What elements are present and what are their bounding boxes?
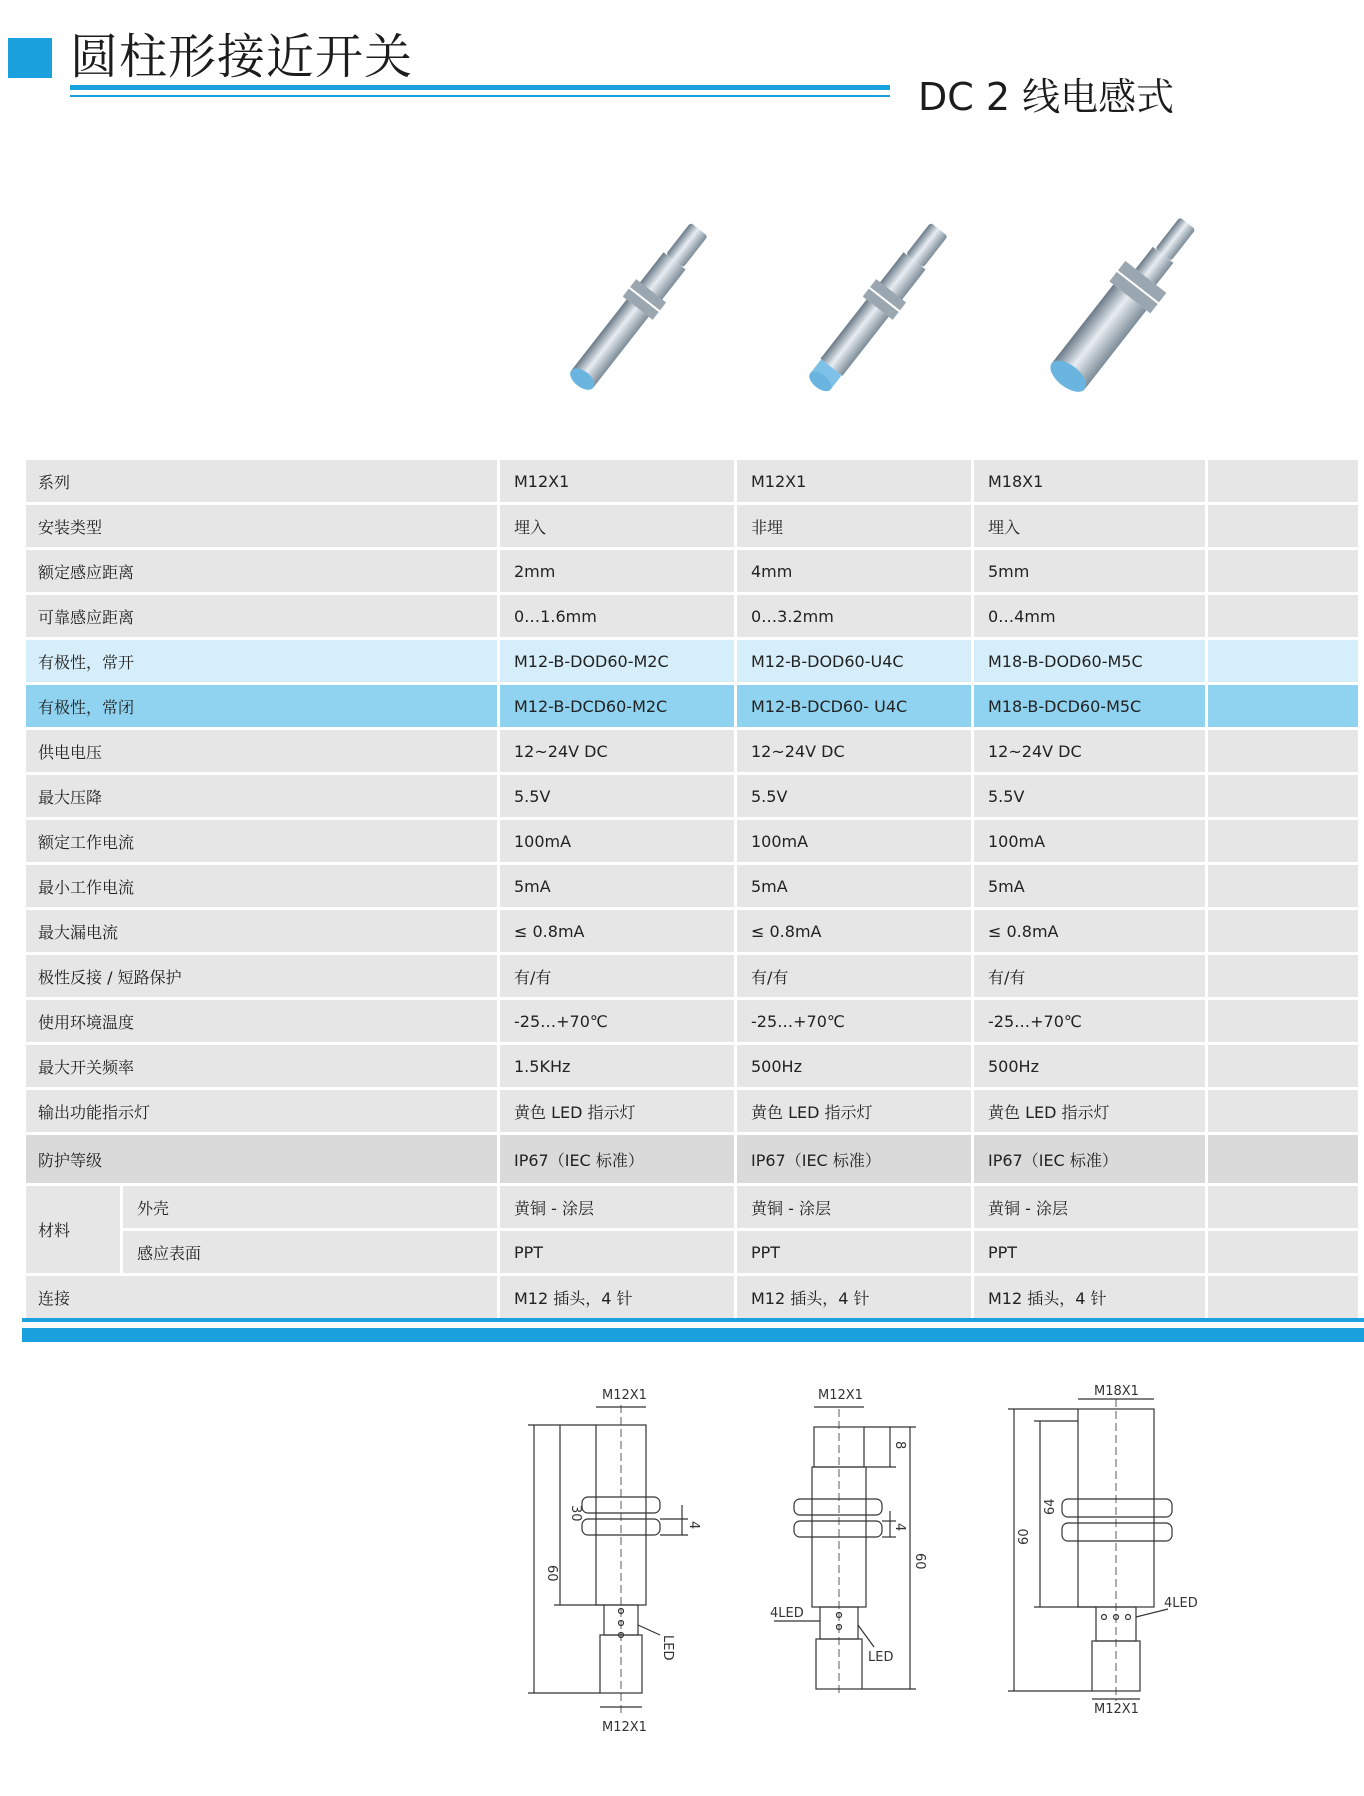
table-cell: -25…+70℃ [500,1000,734,1042]
table-cell-empty [1208,955,1358,997]
table-cell: 5mm [974,550,1205,592]
table-cell: 非埋 [737,505,971,547]
table-cell: -25…+70℃ [737,1000,971,1042]
table-cell: 12~24V DC [737,730,971,772]
table-row [26,1090,1364,1132]
row-sublabel: 感应表面 [123,1231,497,1273]
table-cell: M12-B-DCD60-M2C [500,685,734,727]
table-cell: M12 插头，4 针 [500,1276,734,1318]
table-cell: M12X1 [737,460,971,502]
table-cell: 黄铜 - 涂层 [737,1186,971,1228]
table-cell: ≤ 0.8mA [500,910,734,952]
table-cell: M18-B-DOD60-M5C [974,640,1205,682]
table-row [26,820,1364,862]
table-cell: 5mA [974,865,1205,907]
table-cell: 埋入 [974,505,1205,547]
page-title: 圆柱形接近开关 [70,29,414,85]
table-cell: M12X1 [500,460,734,502]
material-label-group [26,1186,497,1273]
table-cell: 有/有 [500,955,734,997]
material-col [500,1186,737,1273]
dim-label-led: LED [660,1635,675,1661]
table-cell-empty [1208,460,1358,502]
table-row [26,550,1364,592]
dim-label-thread: M18X1 [1094,1384,1139,1399]
table-cell-empty [1208,820,1358,862]
row-label: 最大漏电流 [26,910,497,952]
table-cell: 黄色 LED 指示灯 [974,1090,1205,1132]
table-cell: 黄色 LED 指示灯 [500,1090,734,1132]
cylindrical-sensor-m12-nonflush-photo [770,200,990,420]
table-cell: 100mA [500,820,734,862]
table-cell: IP67（IEC 标准） [500,1135,734,1183]
dim-label-connector: M12X1 [1094,1702,1139,1717]
table-cell: 2mm [500,550,734,592]
table-row [26,595,1364,637]
dim-label-thread-length: 30 [568,1505,583,1522]
table-cell: 0…1.6mm [500,595,734,637]
table-cell: 埋入 [500,505,734,547]
dim-label-thread: M12X1 [818,1388,863,1403]
row-label: 最大压降 [26,775,497,817]
table-row [26,1045,1364,1087]
row-label: 材料 [26,1186,120,1273]
table-cell: ≤ 0.8mA [737,910,971,952]
table-row [26,1135,1364,1183]
table-cell: -25…+70℃ [974,1000,1205,1042]
table-cell-empty [1208,595,1358,637]
table-cell-empty [1208,685,1358,727]
table-cell-empty [1208,775,1358,817]
dim-label-led-count: 4LED [770,1606,804,1621]
table-cell: 有/有 [974,955,1205,997]
material-col [974,1186,1208,1273]
table-cell-empty [1208,1090,1358,1132]
row-label: 可靠感应距离 [26,595,497,637]
table-cell: PPT [737,1231,971,1273]
table-row [26,1276,1364,1318]
dim-label-cap: 8 [892,1441,907,1450]
table-cell: PPT [974,1231,1205,1273]
row-label: 安装类型 [26,505,497,547]
dim-label-led: LED [868,1650,894,1665]
table-cell: M18X1 [974,460,1205,502]
table-cell-empty [1208,1276,1358,1318]
table-cell: 12~24V DC [500,730,734,772]
dim-label-nut: 4 [686,1521,701,1530]
dim-label-nut: 4 [892,1523,907,1532]
table-cell: M12-B-DCD60- U4C [737,685,971,727]
table-cell: 100mA [974,820,1205,862]
table-cell-empty [1208,1000,1358,1042]
row-label: 使用环境温度 [26,1000,497,1042]
table-cell: 5mA [737,865,971,907]
title-underline [70,85,890,90]
material-group [26,1186,1364,1273]
table-cell-empty [1208,1186,1358,1228]
row-sublabel: 外壳 [123,1186,497,1228]
table-cell: 5.5V [737,775,971,817]
table-row-nc [26,685,1364,727]
divider-band [22,1328,1364,1342]
dimension-drawing-m12-flush [520,1385,700,1749]
table-cell-empty [1208,1045,1358,1087]
table-cell: 100mA [737,820,971,862]
row-label: 有极性，常开 [26,640,497,682]
table-cell: 500Hz [737,1045,971,1087]
table-row [26,1000,1364,1042]
table-row-no [26,640,1364,682]
row-label: 供电电压 [26,730,497,772]
material-col [737,1186,974,1273]
table-cell: 有/有 [737,955,971,997]
table-cell: IP67（IEC 标准） [737,1135,971,1183]
row-label: 额定工作电流 [26,820,497,862]
cylindrical-sensor-m18-photo [1010,200,1230,420]
row-label: 系列 [26,460,497,502]
row-label: 最小工作电流 [26,865,497,907]
table-cell: M12-B-DOD60-U4C [737,640,971,682]
dim-label-thread-length: 64 [1043,1498,1058,1515]
title-underline-thin [70,95,890,97]
table-cell-empty [1208,910,1358,952]
table-row [26,460,1364,502]
row-label: 连接 [26,1276,497,1318]
table-cell-empty [1208,640,1358,682]
page-subtitle: DC 2 线电感式 [918,75,1175,119]
table-row [26,730,1364,772]
dim-label-length: 60 [1017,1528,1032,1545]
table-cell-empty [1208,1135,1358,1183]
row-label: 额定感应距离 [26,550,497,592]
dim-label-length: 60 [544,1565,559,1582]
dim-label-thread: M12X1 [602,1388,647,1403]
table-cell-empty [1208,550,1358,592]
table-cell: M12 插头，4 针 [974,1276,1205,1318]
table-row [26,775,1364,817]
table-cell: IP67（IEC 标准） [974,1135,1205,1183]
table-row [26,865,1364,907]
table-cell: 0…3.2mm [737,595,971,637]
table-cell: 5mA [500,865,734,907]
table-cell-empty [1208,505,1358,547]
cylindrical-sensor-m12-flush-photo [530,200,750,420]
dimension-drawing-m12-nonflush [760,1385,940,1719]
table-cell: 5.5V [974,775,1205,817]
divider-line [22,1318,1364,1322]
table-row [26,505,1364,547]
dim-label-length: 60 [912,1553,927,1570]
dim-label-led-count: 4LED [1164,1596,1198,1611]
table-cell: 黄铜 - 涂层 [500,1186,734,1228]
table-cell: ≤ 0.8mA [974,910,1205,952]
table-cell: M12 插头，4 针 [737,1276,971,1318]
row-label: 防护等级 [26,1135,497,1183]
table-cell: PPT [500,1231,734,1273]
spec-table [26,460,1364,1321]
table-cell: 500Hz [974,1045,1205,1087]
table-cell: 1.5KHz [500,1045,734,1087]
row-label: 有极性，常闭 [26,685,497,727]
table-cell: M18-B-DCD60-M5C [974,685,1205,727]
table-cell-empty [1208,730,1358,772]
table-cell: 4mm [737,550,971,592]
row-label: 最大开关频率 [26,1045,497,1087]
table-row [26,910,1364,952]
table-cell: 5.5V [500,775,734,817]
table-cell: 0…4mm [974,595,1205,637]
table-cell-empty [1208,865,1358,907]
dimension-drawing-m18 [1000,1385,1200,1719]
table-cell: 黄色 LED 指示灯 [737,1090,971,1132]
row-label: 输出功能指示灯 [26,1090,497,1132]
table-cell-empty [1208,1231,1358,1273]
table-cell: 黄铜 - 涂层 [974,1186,1205,1228]
table-cell: 12~24V DC [974,730,1205,772]
table-cell: M12-B-DOD60-M2C [500,640,734,682]
table-row [26,955,1364,997]
material-sub-labels [123,1186,497,1273]
dim-label-connector: M12X1 [602,1720,647,1735]
material-col [1208,1186,1358,1273]
row-label: 极性反接 / 短路保护 [26,955,497,997]
title-marker [8,38,52,78]
